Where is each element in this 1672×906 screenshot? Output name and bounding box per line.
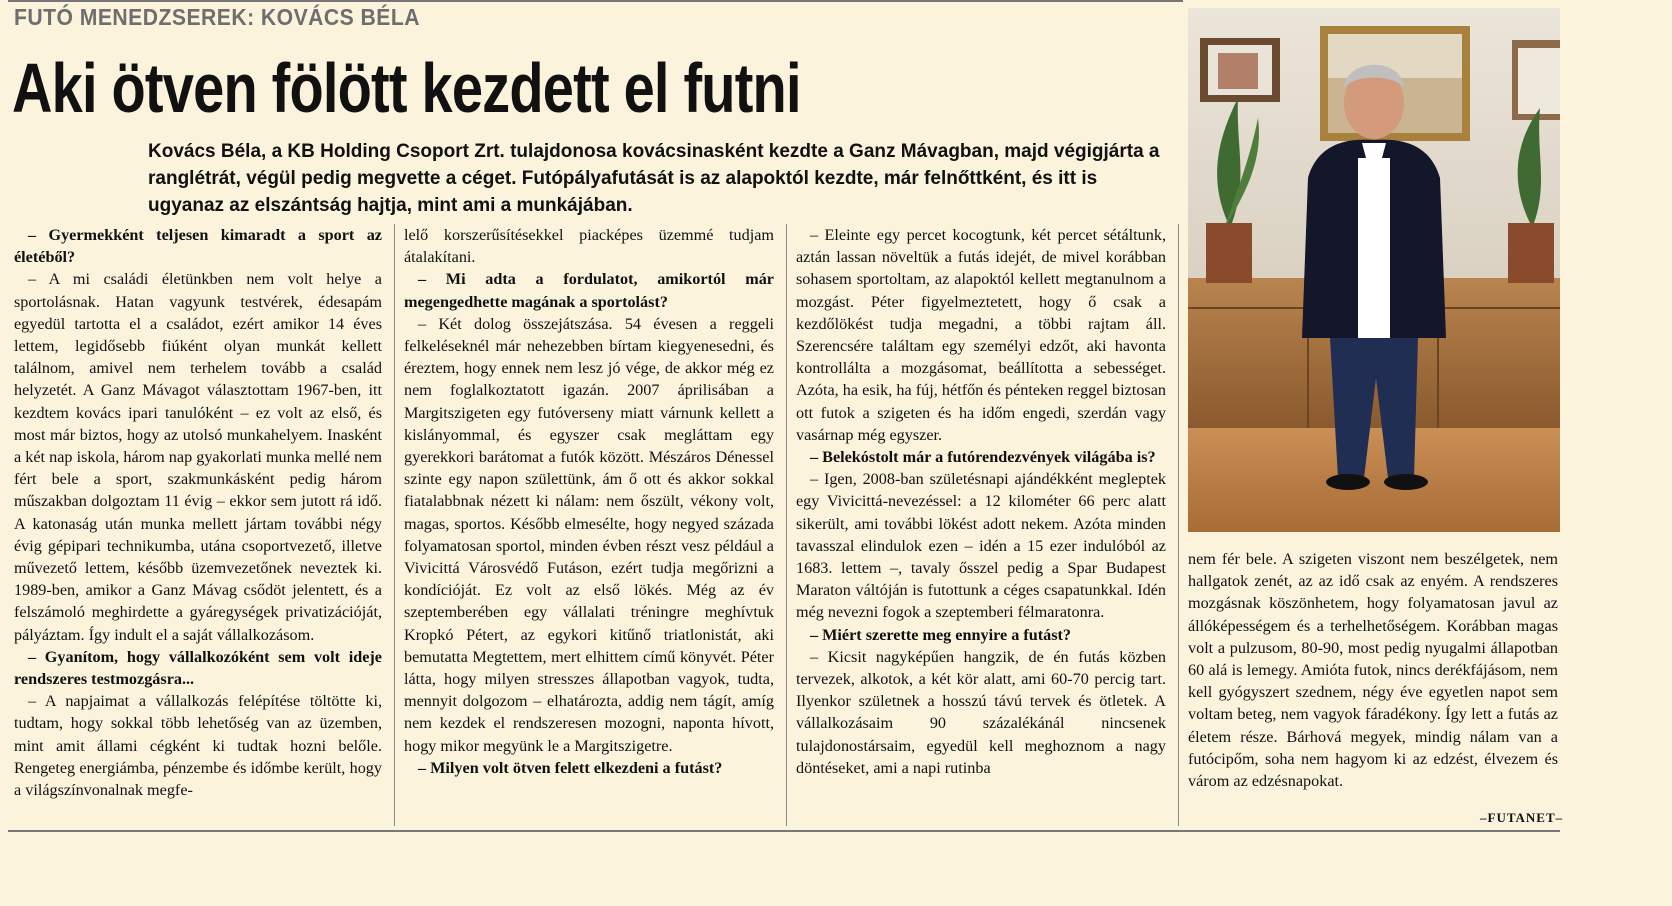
answer-paragraph: – Eleinte egy percet kocogtunk, két percet sétáltunk, aztán lassan növeltük a futás idejét, de mivel korábban sohasem sportoltam, az alapoktól kellett megtanulnom a mozgást. Péter figyelmeztetett, hogy ő csak a kezdőlökést tudja megadni, a többi rajtam áll. Szerencsére találtam egy személyi edzőt, aki havonta kontrollálta a mozgásomat, beállította a sebességet. Azóta, ha esik, ha fúj, hétfőn és pénteken reggel biztosan ott futok a szigeten és ha időm engedi, szerdán vagy vasárnap még egyszer. bbox=[796, 226, 1166, 444]
portrait-photo-illustration bbox=[1188, 8, 1560, 532]
answer-paragraph: – A mi családi életünkben nem volt helye a sportolásnak. Hatan vagyunk testvérek, édesapám egyedül tartotta el a családot, ezért amikor 14 éves lettem, legidősebb fiúként olyan munkát kellett találnom, amivel nem terhelem tovább a család helyzetét. A Ganz Mávagot választottam 1967-ben, itt kezdtem kovács ipari tanulóként – ez volt az első, és most már biztos, hogy az utolsó munkahelyem. Inasként a két nap iskola, három nap gyakorlati munka mellé nem fért bele a sport, szakmunkásként pedig három műszakban dolgoztam 11 évig – ekkor sem jutott rá idő. A katonaság után munka mellett jártam további négy évig gépipari technikumba, utána csoportvezető, illetve művezető lettem, később üzemvezetőnek neveztek ki. 1989-ben, amikor a Ganz Mávag csődöt jelentett, és a felszámoló meghirdette a gyáregységek privatizációját, pályáztam. Így indult el a saját vállalkozásom. bbox=[14, 270, 382, 644]
question-paragraph: – Gyanítom, hogy vállalkozóként sem volt ideje rendszeres testmozgásra... bbox=[14, 647, 382, 689]
answer-paragraph: – Két dolog összejátszása. 54 évesen a reggeli felkeléseknél már nehezebben bírtam kiegyenesedni, és éreztem, hogy ennek nem lesz jó vége, de akkor még ez nem foglalkoztatott igazán. 2007 áprilisában a Margitszigeten egy futóverseny miatt várnunk kellett a kislányommal, és egyszer csak megláttam egy gyerekkori barátomat a futók között. Mészáros Dénessel szinte egy napon születtünk, ám ő ott és akkor sokkal fiatalabbnak nézett ki nálam: nem őszült, vékony volt, magas, sportos. Később elmesélte, hogy negyed százada folyamatosan sportol, minden évben részt vesz például a Vivicittá Városvédő Futáson, ezért tudja megőrizni a kondícióját. Ez volt az első lökés. Még az év szeptemberében egy vállalati tréningre meghívtuk Kropkó Pétert, az egykori kitűnő triatlonistát, aki bemutatta Megtettem, mert elhittem című könyvét. Péter látta, hogy milyen stresszes állapotban vagyok, tudta, mennyit dolgozom – elhatározta, addig nem tágít, amíg nem kezdek el rendszeresen mozogni, naponta hívott, hogy mikor megyünk le a Margitszigetre. bbox=[404, 314, 774, 755]
answer-paragraph: nem fér bele. A szigeten viszont nem beszélgetek, nem hallgatok zenét, az az idő csak az enyém. A rendszeres mozgásnak köszönhetem, hogy folyamatosan javul az állóképességem és a terhelhetőségem. Korábban magas volt a pulzusom, 80-90, most pedig nyugalmi állapotban 60 alá is lemegy. Amióta futok, nincs derékfájásom, nem kell gyógyszert szednem, négy éve egyetlen napot sem voltam beteg, nem vagyok fáradékony. Így lett a futás az életem része. Bárhová megyek, mindig nálam van a futócipőm, soha nem hagyom ki az edzést, élvezem és várom az edzésnapokat. bbox=[1188, 550, 1558, 791]
column-separator bbox=[394, 224, 395, 826]
question-paragraph: – Mi adta a fordulatot, amikortól már megengedhette magának a sportolást? bbox=[404, 270, 774, 311]
signature: –FUTANET– bbox=[1480, 810, 1564, 825]
column-separator bbox=[1178, 224, 1179, 826]
question-paragraph: – Gyermekként teljesen kimaradt a sport az életéből? bbox=[14, 226, 382, 267]
column-3 bbox=[796, 224, 1166, 779]
portrait-photo bbox=[1188, 8, 1560, 532]
bottom-rule bbox=[8, 830, 1560, 832]
question-paragraph: – Belekóstolt már a futórendezvények világába is? bbox=[810, 448, 1156, 467]
column-1 bbox=[14, 224, 382, 801]
column-2 bbox=[404, 224, 774, 779]
answer-paragraph: – Igen, 2008-ban születésnapi ajándékként megleptek egy Vivicittá-nevezéssel: a 12 kilométer 66 perc alatt sikerült, ami további lökést adott nekem. Azóta minden tavasszal elindulok ezen – idén a 15 ezer indulóból az 1683. lettem –, tavaly ősszel pedig a Spar Budapest Maraton váltóján is futottunk a céges csapatunkkal. Idén még nevezni fogok a szeptemberi félmaratonra. bbox=[796, 470, 1166, 622]
answer-paragraph: – A napjaimat a vállalkozás felépítése töltötte ki, tudtam, hogy sokkal több lehetőség van az üzemben, mint amit állami cégként ki tudtak hozni belőle. Rengeteg energiámba, pénzembe és időmbe került, hogy a világszínvonalnak megfe- bbox=[14, 692, 382, 800]
answer-paragraph: lelő korszerűsítésekkel piacképes üzemmé tudjam átalakítani. bbox=[404, 226, 774, 267]
column-separator bbox=[786, 224, 787, 826]
question-paragraph: – Milyen volt ötven felett elkezdeni a futást? bbox=[418, 758, 723, 777]
answer-paragraph: – Kicsit nagyképűen hangzik, de én futás közben tervezek, alkotok, a két kör alatt, ami 60-70 percig tart. Ilyenkor születnek a hosszú távú tervek és ötletek. A vállalkozásaim 90 százalékánál nincsenek tulajdonostársaim, egyedül kell meghoznom a nagy döntéseket, ami a napi rutinba bbox=[796, 647, 1166, 777]
kicker: FUTÓ MENEDZSEREK: KOVÁCS BÉLA bbox=[14, 4, 420, 30]
lead-paragraph: Kovács Béla, a KB Holding Csoport Zrt. tulajdonosa kovácsinasként kezdte a Ganz Mávagban, majd végigjárta a ranglétrát, végül pedig megvette a céget. Futópályafutását is az alapoktól kezdte, már felnőttként, és itt is ugyanaz az elszántság hajtja, mint ami a munkájában. bbox=[148, 141, 1160, 216]
headline: Aki ötven fölött kezdett el futni bbox=[12, 49, 801, 127]
top-rule bbox=[8, 0, 1183, 2]
question-paragraph: – Miért szerette meg ennyire a futást? bbox=[810, 625, 1071, 644]
column-4 bbox=[1188, 548, 1558, 792]
